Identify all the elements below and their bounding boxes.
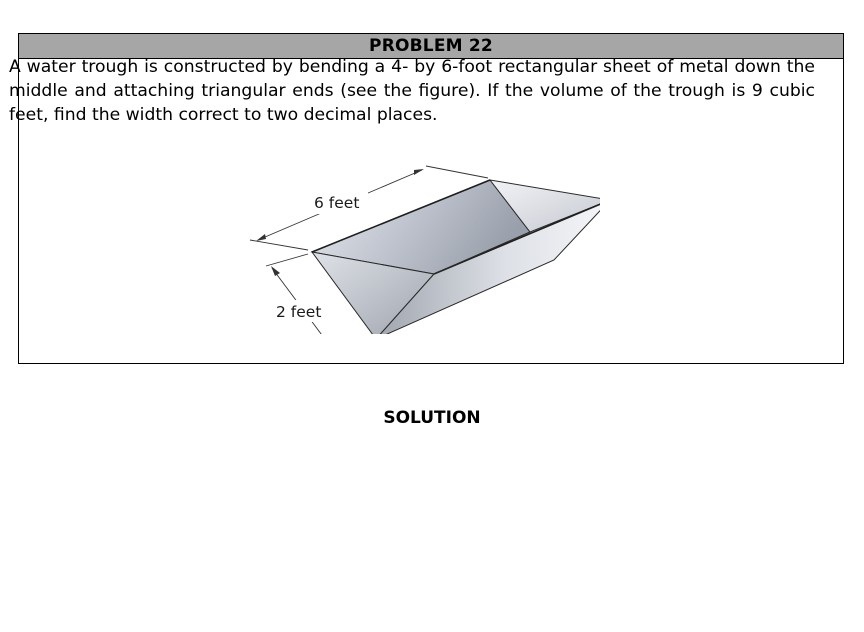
side-extension-top — [266, 254, 308, 266]
length-extension-left — [250, 240, 308, 250]
problem-title: PROBLEM 22 — [19, 34, 843, 59]
length-arrow-right — [414, 169, 424, 175]
solution-title: SOLUTION — [383, 408, 481, 428]
trough-diagram — [226, 134, 600, 334]
length-extension-right — [426, 166, 488, 178]
trough-figure — [226, 134, 600, 334]
problem-statement: A water trough is constructed by bending a 4- by 6-foot rectangular sheet of metal down the middle and attaching triangular ends (see the figure). If the volume of the trough is 9 cubic feet, find the width correct to two decimal places. — [9, 57, 815, 125]
side-label: 2 feet — [276, 303, 322, 321]
side-arrow-top — [271, 266, 280, 276]
length-label: 6 feet — [314, 194, 360, 212]
length-arrow-left — [256, 234, 266, 241]
